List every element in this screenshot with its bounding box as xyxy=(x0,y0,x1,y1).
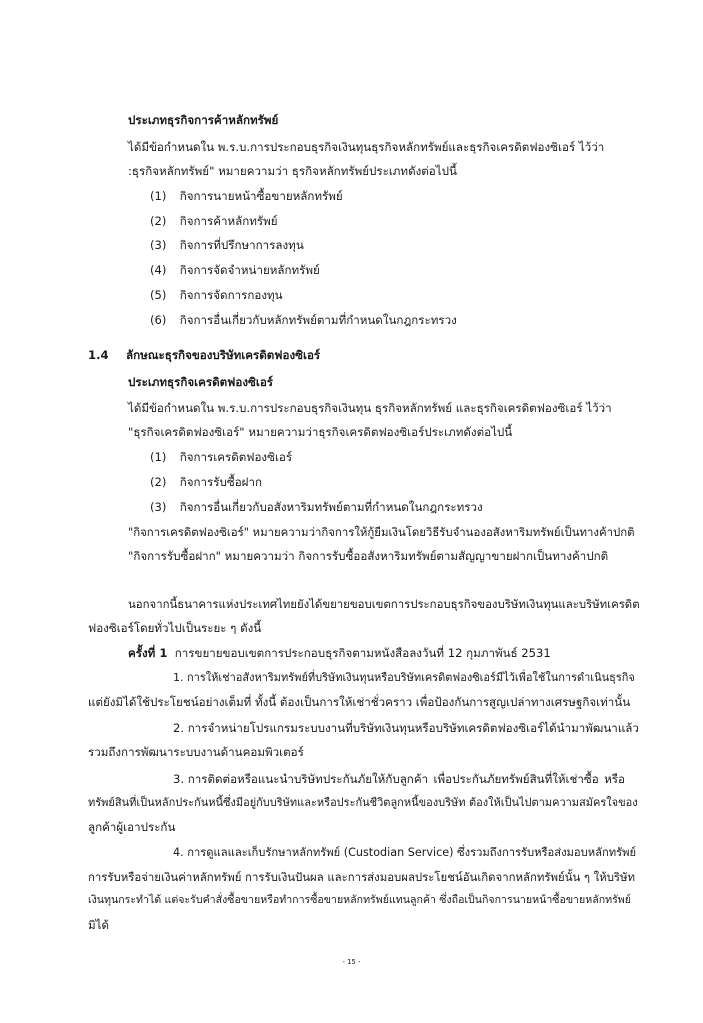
numbered-item-line: 4. การดูแลและเก็บรักษาหลักทรัพย์ (Custodian Service) ซึ่งรวมถึงการรับหรือส่งมอบหลักทรัพย์ xyxy=(173,846,637,859)
list-item-text: กิจการรับซื้อฝาก xyxy=(179,475,262,489)
numbered-item-line: เงินทุนกระทำได้ แต่จะรับคำสั่งซื้อขายหรือทำการซื้อขายหลักทรัพย์แทนลูกค้า ซึ่งถือเป็นกิจการนายหน้าซื้อขายหลักทรัพย์ xyxy=(88,894,631,906)
list-item-number: (1) xyxy=(150,450,167,464)
list-item-text: กิจการนายหน้าซื้อขายหลักทรัพย์ xyxy=(179,189,343,203)
numbered-item-line: ทรัพย์สินที่เป็นหลักประกันหนี้ซึ่งมีอยู่กับบริษัทและหรือประกันชีวิตลูกหนี้ของบริษัท ต้องให้เป็นไปตามความสมัครใจของ xyxy=(88,796,638,809)
list-item-text: กิจการอื่นเกี่ยวกับอสังหาริมทรัพย์ตามที่กำหนดในกฎกระทรวง xyxy=(179,500,483,514)
list-item xyxy=(150,450,292,464)
round-heading xyxy=(128,646,551,660)
paragraph-line: ได้มีข้อกำหนดใน พ.ร.บ.การประกอบธุรกิจเงินทุน ธุรกิจหลักทรัพย์ และธุรกิจเครดิตฟองซิเอร์ ไว้ว่า xyxy=(128,401,612,415)
list-item xyxy=(150,500,483,514)
numbered-item-line: การรับหรือจ่ายเงินค่าหลักทรัพย์ การรับเงินปันผล และการส่งมอบผลประโยชน์อันเกิดจากหลักทรัพย์นั้น ๆ ให้บริษัท xyxy=(88,870,636,884)
list-item-text: กิจการจัดการกองทุน xyxy=(179,288,283,302)
text-segment: 3. การติดต่อหรือแนะนำบริษัทประกันภัยให้กับลูกค้า xyxy=(173,772,429,786)
list-item-text: กิจการที่ปรึกษาการลงทุน xyxy=(179,238,304,252)
numbered-item-line: แต่ยังมิได้ใช้ประโยชน์อย่างเต็มที่ ทั้งนี้ ต้องเป็นการให้เช่าชั่วคราว เพื่อป้องกันการสูญเปล่าทางเศรษฐกิจเท่านั้น xyxy=(88,695,631,709)
list-item xyxy=(150,189,343,203)
list-item xyxy=(150,288,283,302)
numbered-item-line: ลูกค้าผู้เอาประกัน xyxy=(88,820,176,834)
paragraph-line: ฟองซิเอร์โดยทั่วไปเป็นระยะ ๆ ดังนี้ xyxy=(88,621,262,635)
list-item-text: กิจการเครดิตฟองซิเอร์ xyxy=(179,450,293,464)
numbered-item-line xyxy=(173,772,625,786)
list-item-number: (5) xyxy=(150,288,167,302)
list-item-text: กิจการค้าหลักทรัพย์ xyxy=(179,214,278,228)
list-item xyxy=(150,238,304,252)
list-item-number: (2) xyxy=(150,214,167,228)
list-item xyxy=(150,214,278,228)
section-heading-credit-foncier: ประเภทธุรกิจเครดิตฟองซิเอร์ xyxy=(128,375,274,389)
numbered-item-line: รวมถึงการพัฒนาระบบงานด้านคอมพิวเตอร์ xyxy=(88,745,304,759)
page-number: - 15 - xyxy=(342,958,361,966)
text-segment: หรือ xyxy=(604,772,625,786)
numbered-item-line: 1. การให้เช่าอสังหาริมทรัพย์ที่บริษัทเงินทุนหรือบริษัทเครดิตฟองซิเอร์มีไว้เพื่อใช้ในการดำเนินธุรกิจ xyxy=(173,671,635,684)
list-item xyxy=(150,313,457,327)
numbered-item-line: 2. การจำหน่ายโปรแกรมระบบงานที่บริษัทเงินทุนหรือบริษัทเครดิตฟองซิเอร์ได้นำมาพัฒนาแล้ว xyxy=(173,721,639,735)
section-title xyxy=(88,348,320,362)
paragraph-line: "ธุรกิจเครดิตฟองซิเอร์" หมายความว่าธุรกิจเครดิตฟองซิเอร์ประเภทดังต่อไปนี้ xyxy=(128,425,513,439)
list-item-number: (2) xyxy=(150,475,167,489)
list-item-text: กิจการอื่นเกี่ยวกับหลักทรัพย์ตามที่กำหนดในกฎกระทรวง xyxy=(179,313,457,327)
round-text: การขยายขอบเขตการประกอบธุรกิจตามหนังสือลงวันที่ 12 กุมภาพันธ์ 2531 xyxy=(174,646,551,660)
list-item-number: (1) xyxy=(150,189,167,203)
list-item-number: (3) xyxy=(150,500,167,514)
list-item xyxy=(150,263,320,277)
list-item-number: (6) xyxy=(150,313,167,327)
round-label: ครั้งที่ 1 xyxy=(128,646,168,660)
section-heading-securities: ประเภทธุรกิจการค้าหลักทรัพย์ xyxy=(128,113,279,127)
numbered-item-line: มิได้ xyxy=(88,918,110,932)
list-item-text: กิจการจัดจำหน่ายหลักทรัพย์ xyxy=(179,263,320,277)
definition-purchase-deposit: "กิจการรับซื้อฝาก" หมายความว่า กิจการรับซื้ออสังหาริมทรัพย์ตามสัญญาขายฝากเป็นทางค้าปกติ xyxy=(128,549,609,563)
list-item xyxy=(150,475,262,489)
section-number: 1.4 xyxy=(88,348,109,362)
section-title-text: ลักษณะธุรกิจของบริษัทเครดิตฟองซิเอร์ xyxy=(126,348,321,362)
paragraph-line: นอกจากนี้ธนาคารแห่งประเทศไทยยังได้ขยายขอบเขตการประกอบธุรกิจของบริษัทเงินทุนและบริษัทเครดิต xyxy=(128,597,640,611)
definition-credit-foncier: "กิจการเครดิตฟองซิเอร์" หมายความว่ากิจการให้กู้ยืมเงินโดยวิธีรับจำนองอสังหาริมทรัพย์เป็นทางค้าปกติ xyxy=(128,525,635,539)
list-item-number: (4) xyxy=(150,263,167,277)
paragraph-line: :ธุรกิจหลักทรัพย์" หมายความว่า ธุรกิจหลักทรัพย์ประเภทดังต่อไปนี้ xyxy=(128,164,457,178)
paragraph-line: ได้มีข้อกำหนดใน พ.ร.บ.การประกอบธุรกิจเงินทุนธุรกิจหลักทรัพย์และธุรกิจเครดิตฟองซิเอร์ ไว้ว่า xyxy=(128,140,605,154)
text-segment: เพื่อประกันภัยทรัพย์สินที่ให้เช่าซื้อ xyxy=(433,772,599,786)
list-item-number: (3) xyxy=(150,238,167,252)
